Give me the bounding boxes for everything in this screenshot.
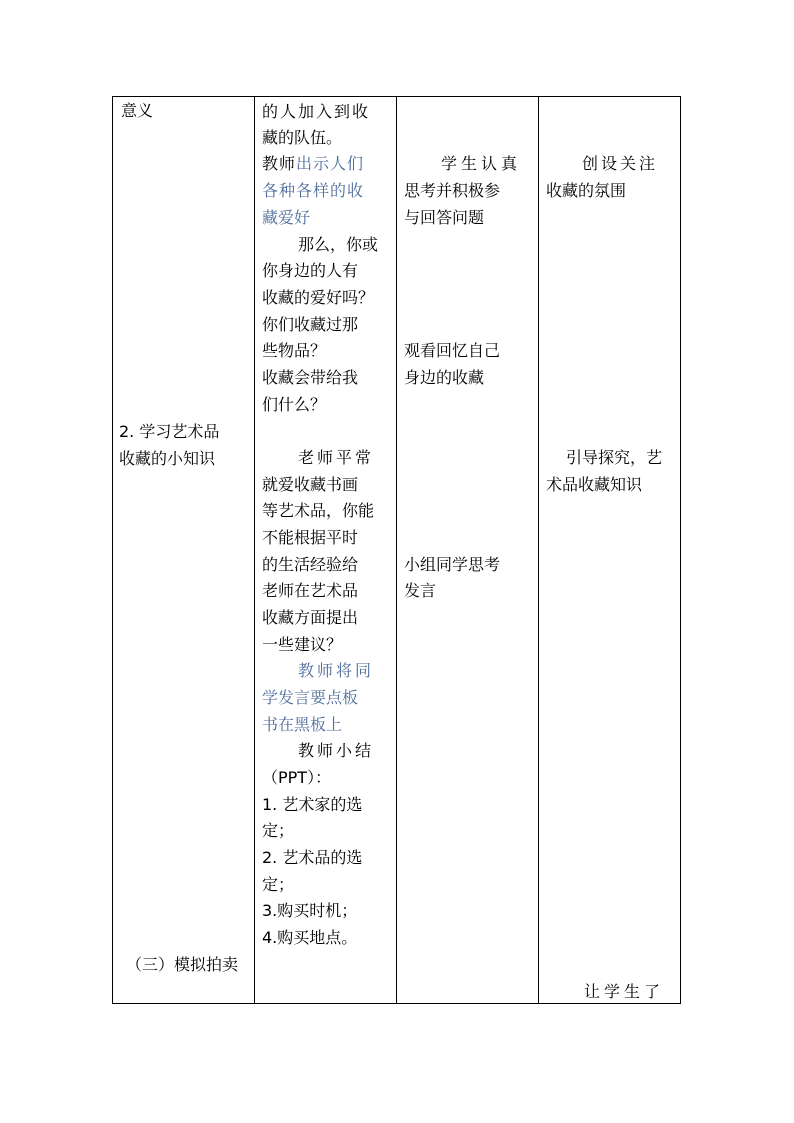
teacher-text-line: 教师小结 [298,741,375,760]
intent-text-line: 让学生了 [584,982,665,1001]
column-divider [538,97,539,1003]
teacher-text-line: 们什么？ [262,395,327,414]
teacher-text-line: 收藏的爱好吗？ [262,288,375,307]
teacher-text-line: 1. 艺术家的选 [262,795,363,814]
teacher-text-line: 4.购买地点。 [262,928,358,947]
section-2-title-line2: 收藏的小知识 [119,449,216,468]
teacher-text-line: 的人加入到收 [262,102,371,121]
section-meaning-label: 意义 [121,101,154,120]
student-text-line: 学生认真 [441,154,522,173]
teacher-text-line: 就爱收藏书画 [262,475,359,494]
teacher-text-line: 书在黑板上 [262,715,343,734]
column-divider [396,97,397,1003]
teacher-text-line: 老师平常 [298,448,375,467]
section-2-title-line1: 2. 学习艺术品 [119,422,220,441]
lesson-plan-table [112,96,681,1004]
teacher-text-line: 等艺术品，你能 [262,501,375,520]
teacher-text-line: 定； [262,821,295,840]
intent-text-line: 创设关注 [582,154,659,173]
teacher-text-line: 学发言要点板 [262,688,359,707]
student-text-line: 身边的收藏 [404,368,485,387]
teacher-text-line: 一些建议？ [262,635,343,654]
teacher-text-line: 的生活经验给 [262,555,359,574]
teacher-text-line: 各种各样的收 [262,181,365,200]
intent-text-line: 术品收藏知识 [546,475,643,494]
teacher-text-line: 定； [262,875,295,894]
student-text-line: 小组同学思考 [404,555,501,574]
section-3-title: （三）模拟拍卖 [126,955,239,974]
teacher-text-line: 些物品？ [262,341,327,360]
teacher-text-line: 老师在艺术品 [262,581,359,600]
student-text-line: 思考并积极参 [404,181,501,200]
student-text-line: 与回答问题 [404,208,485,227]
teacher-text-line: 教师将同 [298,661,375,680]
teacher-text-line: 收藏方面提出 [262,608,359,627]
column-divider [254,97,255,1003]
teacher-text-line: （PPT）： [262,768,332,787]
intent-text-line: 收藏的氛围 [546,181,627,200]
student-text-line: 发言 [404,581,437,600]
teacher-text-line: 那么，你或 [298,235,379,254]
teacher-text-line: 藏的队伍。 [262,128,343,147]
teacher-text-line: 收藏会带给我 [262,368,359,387]
teacher-text-line: 3.购买时机； [262,901,358,920]
teacher-text-line: 你身边的人有 [262,261,359,280]
teacher-text-line: 教师出示人们 [262,154,365,173]
teacher-text-line: 藏爱好 [262,208,311,227]
student-text-line: 观看回忆自己 [404,341,501,360]
intent-text-line: 引导探究，艺 [566,448,663,467]
teacher-text-line: 不能根据平时 [262,528,359,547]
teacher-text-line: 2. 艺术品的选 [262,848,363,867]
teacher-text-line: 你们收藏过那 [262,315,359,334]
